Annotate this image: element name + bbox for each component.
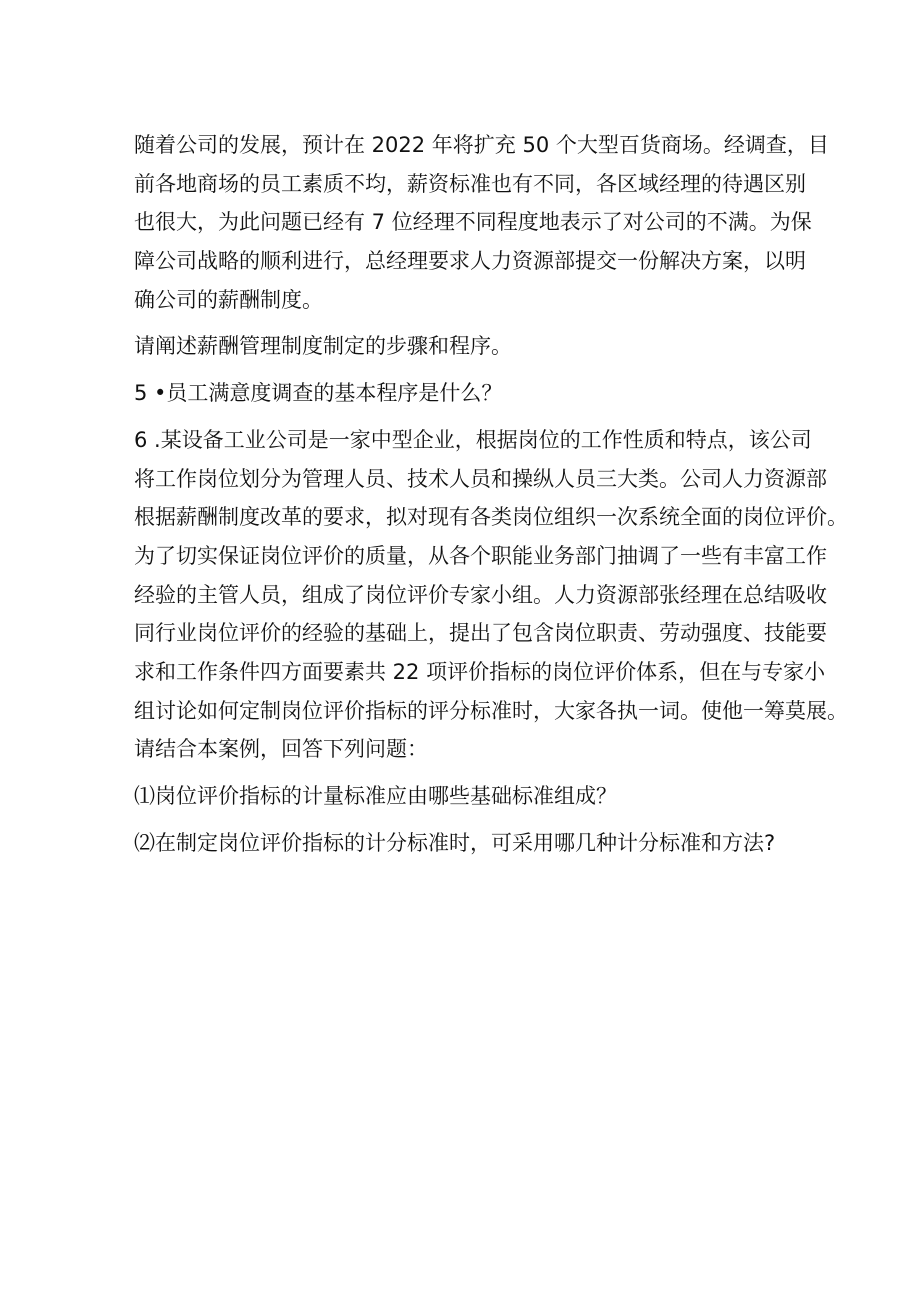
sub-question-2-paragraph [134, 824, 794, 863]
text-line: 6 .某设备工业公司是一家中型企业，根据岗位的工作性质和特点，该公司 [134, 427, 812, 452]
question-5-paragraph [134, 374, 794, 413]
question-6-paragraph [134, 421, 848, 731]
text-line: 5 •员工满意度调查的基本程序是什么？ [134, 381, 503, 406]
text-line: 障公司战略的顺利进行，总经理要求人力资源部提交一份解决方案，以明 [134, 249, 806, 274]
instruction-paragraph [134, 730, 794, 769]
text-line: 前各地商场的员工素质不均，薪资标准也有不同，各区域经理的待遇区别 [134, 171, 806, 196]
text-line: 请结合本案例，回答下列问题： [134, 737, 428, 762]
text-line: 随着公司的发展，预计在 2022 年将扩充 50 个大型百货商场。经调查，目 [134, 133, 829, 157]
text-line: ⑵在制定岗位评价指标的计分标准时，可采用哪几种计分标准和方法? [134, 830, 776, 855]
question-salary-paragraph [134, 327, 794, 366]
text-line: 确公司的薪酬制度。 [134, 287, 323, 312]
text-line: 根据薪酬制度改革的要求，拟对现有各类岗位组织一次系统全面的岗位评价。 [134, 505, 848, 530]
sub-question-1-paragraph [134, 777, 794, 816]
text-line: 求和工作条件四方面要素共 22 项评价指标的岗位评价体系，但在与专家小 [134, 659, 826, 684]
text-line: ⑴岗位评价指标的计量标准应由哪些基础标准组成？ [134, 784, 617, 808]
case-salary-paragraph [134, 126, 829, 319]
text-line: 也很大，为此问题已经有 7 位经理不同程度地表示了对公司的不满。为保 [134, 210, 812, 235]
text-line: 请阐述薪酬管理制度制定的步骤和程序。 [134, 334, 512, 359]
document-body [134, 126, 848, 862]
text-line: 经验的主管人员，组成了岗位评价专家小组。人力资源部张经理在总结吸收 [134, 582, 827, 607]
text-line: 同行业岗位评价的经验的基础上，提出了包含岗位职责、劳动强度、技能要 [134, 621, 827, 646]
text-line: 组讨论如何定制岗位评价指标的评分标准时，大家各执一词。使他一筹莫展。 [134, 698, 848, 723]
text-line: 将工作岗位划分为管理人员、技术人员和操纵人员三大类。公司人力资源部 [134, 466, 827, 491]
text-line: 为了切实保证岗位评价的质量，从各个职能业务部门抽调了一些有丰富工作 [134, 543, 827, 568]
